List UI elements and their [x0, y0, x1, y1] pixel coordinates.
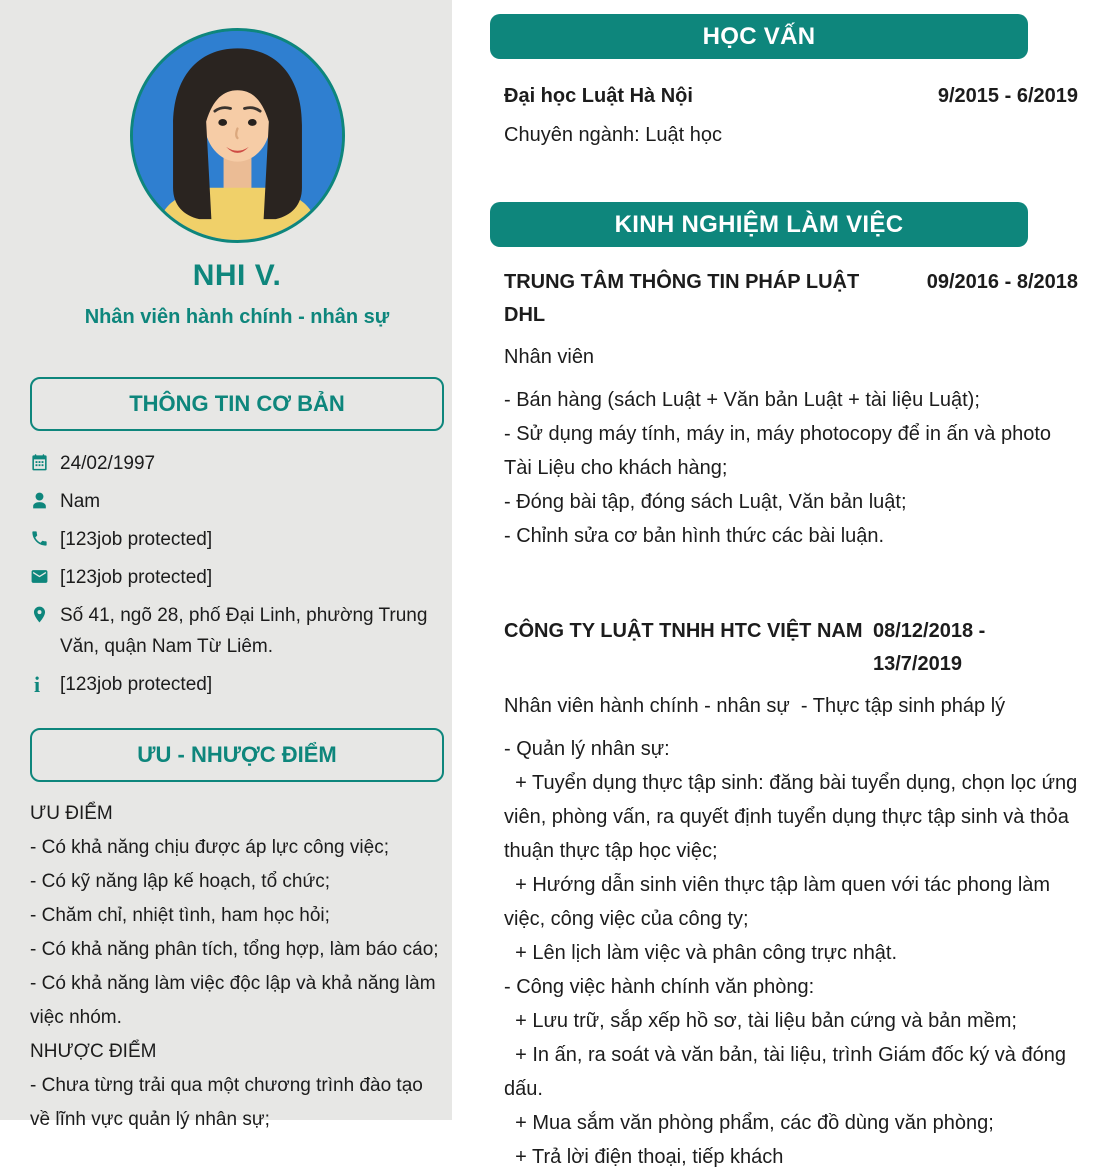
pros-cons-line: - Có khả năng phân tích, tổng hợp, làm báo cáo; — [30, 939, 439, 960]
main-content — [452, 0, 1106, 1168]
pros-cons-line: ƯU ĐIỂM — [30, 803, 113, 824]
education-section — [490, 14, 1078, 152]
job-description-line: - Công việc hành chính văn phòng: — [504, 976, 815, 998]
date-line: 08/12/2018 - — [873, 620, 986, 642]
pros-cons-line: - Có kỹ năng lập kế hoạch, tổ chức; — [30, 871, 330, 892]
company-name: CÔNG TY LUẬT TNHH HTC VIỆT NAM — [504, 620, 863, 642]
info-item — [30, 486, 444, 517]
experience-entry — [504, 266, 1078, 553]
phone-icon — [30, 529, 60, 548]
job-description-line: + In ấn, ra soát và văn bản, tài liệu, trình Giám đốc ký và đóng dấu. — [504, 1044, 1066, 1100]
job-role: Nhân viên — [504, 346, 595, 368]
info-item — [30, 600, 444, 662]
info-item — [30, 448, 444, 479]
education-date-range: 9/2015 - 6/2019 — [937, 85, 1078, 107]
job-date-range — [873, 266, 1078, 332]
date-line: 09/2016 - 8/2018 — [926, 271, 1078, 293]
pros-cons-line: - Có khả năng làm việc độc lập và khả năng làm việc nhóm. — [30, 973, 436, 1028]
experience-entry-header — [504, 615, 1078, 681]
job-description-line: + Tuyển dụng thực tập sinh: đăng bài tuyển dụng, chọn lọc ứng viên, phòng vấn, ra quyết định tuyển dụng thực tập sinh và thỏa thuận thực tập học việc; — [504, 772, 1078, 862]
info-text: [123job protected] — [60, 529, 213, 550]
sidebar — [0, 0, 452, 1130]
info-icon: i — [34, 672, 41, 697]
experience-entry — [504, 615, 1078, 1174]
pros-cons-line: NHƯỢC ĐIỂM — [30, 1041, 157, 1062]
info-text: 24/02/1997 — [60, 453, 156, 474]
user-icon — [30, 491, 60, 510]
pros-cons-line: - Chăm chỉ, nhiệt tình, ham học hỏi; — [30, 905, 330, 926]
education-entry — [504, 80, 1078, 113]
info-text: [123job protected] — [60, 674, 213, 695]
info-text: Số 41, ngõ 28, phố Đại Linh, phường Trung Văn, quận Nam Từ Liêm. — [60, 605, 428, 657]
email-icon — [30, 567, 60, 586]
school-name: Đại học Luật Hà Nội — [504, 85, 693, 107]
experience-section-header: KINH NGHIỆM LÀM VIỆC — [490, 202, 1028, 247]
info-item — [30, 524, 444, 555]
company-name: TRUNG TÂM THÔNG TIN PHÁP LUẬT DHL — [504, 271, 860, 326]
date-line: 13/7/2019 — [873, 653, 962, 675]
basic-info-list — [30, 448, 444, 700]
experience-section — [490, 202, 1078, 1174]
job-description-line: + Lên lịch làm việc và phân công trực nhật. — [504, 942, 898, 964]
location-icon — [30, 605, 60, 624]
info-item — [30, 562, 444, 593]
info-item — [30, 669, 444, 700]
pros-cons-heading: ƯU - NHƯỢC ĐIỂM — [30, 728, 444, 782]
job-description-line: - Đóng bài tập, đóng sách Luật, Văn bản luật; — [504, 491, 907, 513]
person-job-title: Nhân viên hành chính - nhân sự — [84, 306, 390, 328]
info-text: Nam — [60, 491, 101, 512]
job-description-line: - Bán hàng (sách Luật + Văn bản Luật + tài liệu Luật); — [504, 389, 980, 411]
job-description-line: + Hướng dẫn sinh viên thực tập làm quen với tác phong làm việc, công việc của công ty; — [504, 874, 1051, 930]
job-description-line: - Sử dụng máy tính, máy in, máy photocopy để in ấn và photo Tài Liệu cho khách hàng; — [504, 423, 1052, 479]
job-description-line: + Trả lời điện thoại, tiếp khách — [504, 1146, 784, 1168]
job-description — [504, 732, 1078, 1174]
education-section-header: HỌC VẤN — [490, 14, 1028, 59]
job-role: Nhân viên hành chính - nhân sự - Thực tập sinh pháp lý — [504, 695, 1006, 717]
job-date-range — [873, 615, 1078, 681]
education-body — [490, 80, 1078, 152]
job-description-line: + Mua sắm văn phòng phẩm, các đồ dùng văn phòng; — [504, 1112, 994, 1134]
job-description-line: + Lưu trữ, sắp xếp hồ sơ, tài liệu bản cứng và bản mềm; — [504, 1010, 1017, 1032]
job-description-line: - Chỉnh sửa cơ bản hình thức các bài luận. — [504, 525, 885, 547]
avatar — [130, 28, 345, 243]
pros-cons-line: - Chưa từng trải qua một chương trình đào tạo về lĩnh vực quản lý nhân sự; — [30, 1075, 423, 1130]
profile-photo-illustration — [133, 31, 342, 240]
job-description — [504, 383, 1078, 553]
basic-info-heading: THÔNG TIN CƠ BẢN — [30, 377, 444, 431]
person-name: NHI V. — [192, 259, 282, 292]
info-text: [123job protected] — [60, 567, 213, 588]
job-description-line: - Quản lý nhân sự: — [504, 738, 670, 760]
education-detail: Chuyên ngành: Luật học — [504, 124, 722, 146]
calendar-icon — [30, 453, 60, 472]
experience-body — [490, 266, 1078, 1174]
experience-entry-header — [504, 266, 1078, 332]
pros-cons-line: - Có khả năng chịu được áp lực công việc; — [30, 837, 389, 858]
pros-cons-list — [30, 797, 444, 1137]
